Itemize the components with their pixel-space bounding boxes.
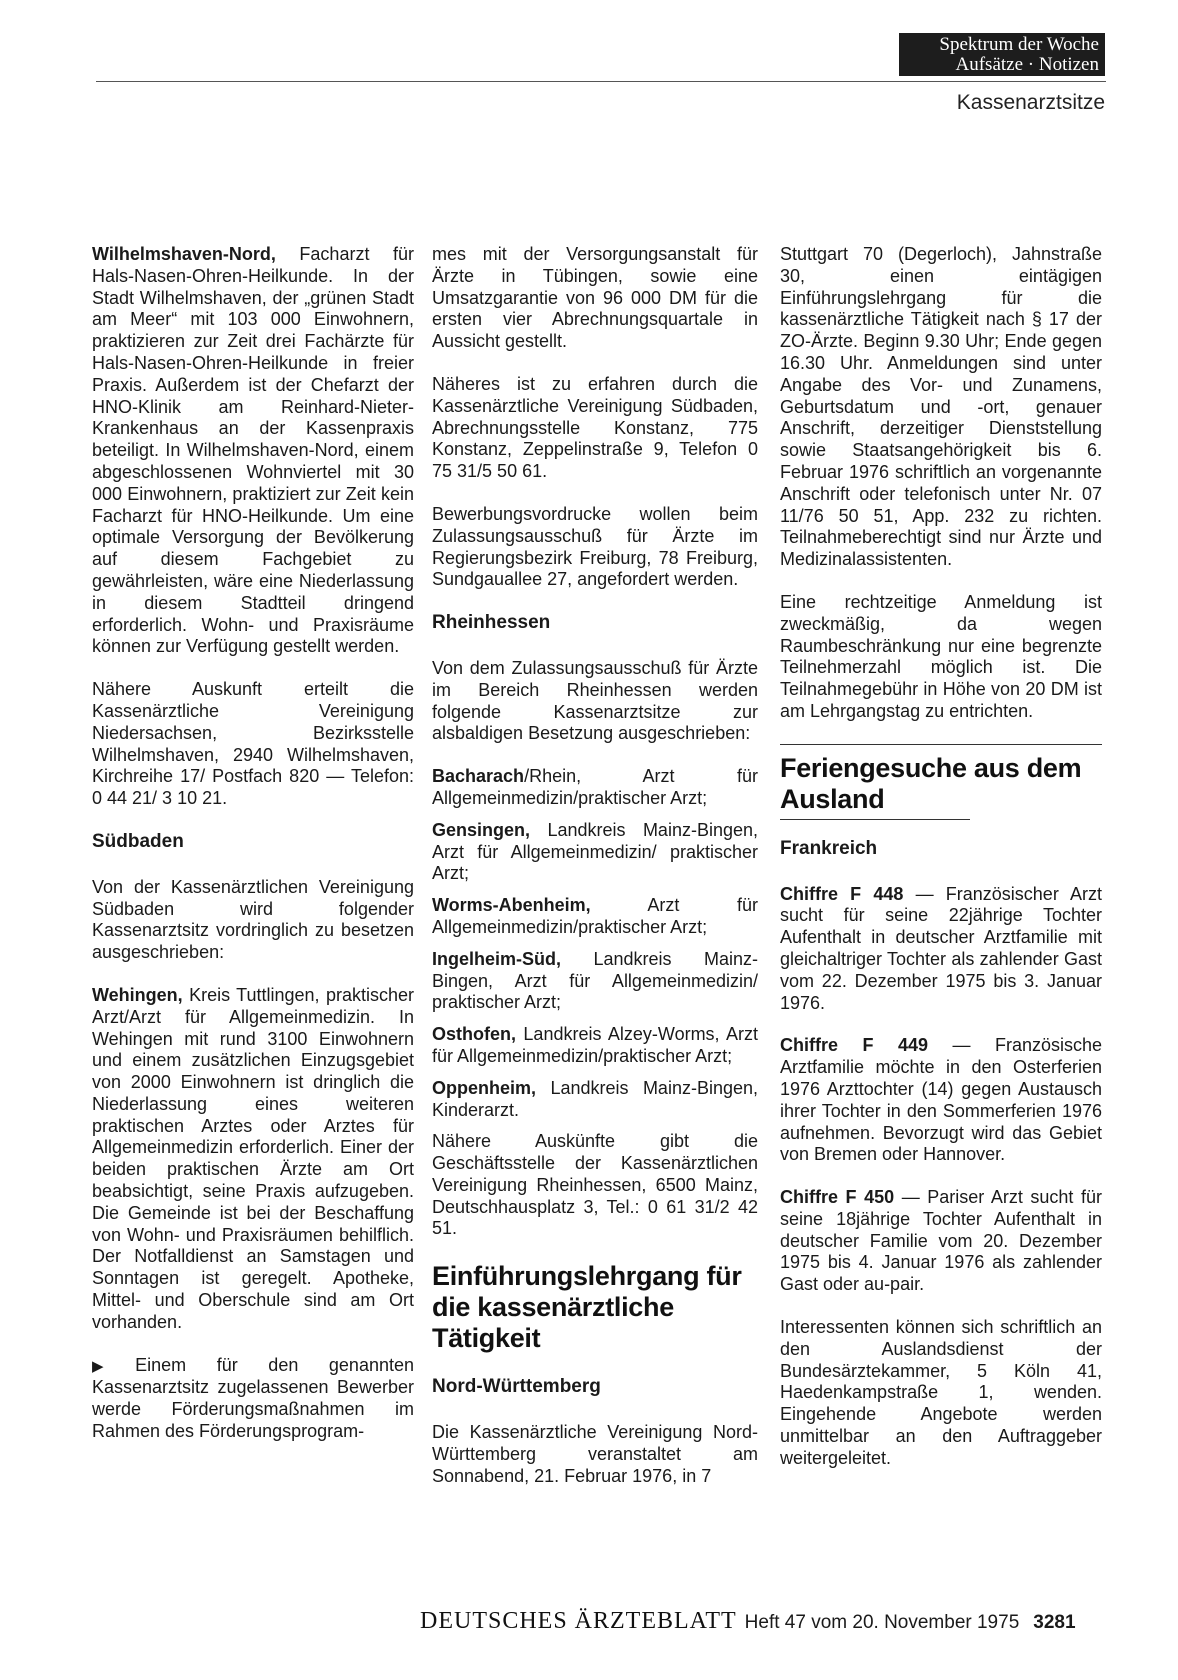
- paragraph: Stuttgart 70 (Degerloch), Jahnstraße 30, einen eintägigen Einführungslehrgang für die kassenärztliche Tätigkeit nach § 17 der ZO-Ärzte. Beginn 9.30 Uhr; Ende gegen 16.30 Uhr. Anmeldungen sind unter Angabe des Vor- und Zunamens, Geburtsdatum und -ort, genauer Anschrift, derzeitiger Dienststellung sowie Staatsangehörigkeit bis 6. Februar 1976 schriftlich an vorgenannte Anschrift oder telefonisch unter Nr. 07 11/76 50 51, App. 232 zu richten. Teilnahmeberechtigt sind nur Ärzte und Medizinalassistenten.: [780, 244, 1102, 570]
- paragraph: Die Kassenärztliche Vereinigung Nord-Württemberg veranstaltet am Sonnabend, 21. Februar 1976, in 7: [432, 1422, 758, 1486]
- list-item: [432, 1078, 758, 1122]
- paragraph: [780, 884, 1102, 1015]
- article-heading: Einführungslehrgang für die kassenärztliche Tätigkeit: [432, 1261, 742, 1354]
- paragraph: Von der Kassenärztlichen Vereinigung Südbaden wird folgender Kassenarztsitz vordringlich zu besetzen ausgeschrieben:: [92, 876, 414, 963]
- heading-rule-bottom: [780, 819, 970, 820]
- paragraph: mes mit der Versorgungsanstalt für Ärzte in Tübingen, sowie eine Umsatzgarantie von 96 000 DM für die ersten vier Abrechnungsquartale in Aussicht gestellt.: [432, 244, 758, 352]
- entry-text: Einem für den genannten Kassenarztsitz zugelassenen Bewerber werde Förderungsmaßnahmen im Rahmen des Förderungsprogram-: [92, 1354, 414, 1442]
- header-rule: [96, 81, 1106, 82]
- paragraph: [92, 985, 414, 1334]
- page-footer: [420, 1608, 1110, 1635]
- section-heading: Südbaden: [92, 830, 184, 852]
- entry-text: — Französische Arztfamilie möchte in den Osterferien 1976 Arzttochter (14) gegen Austausch ihrer Tochter in den Sommerferien 1976 aufnehmen. Bevorzugt wird das Gebiet von Bremen oder Hannover.: [780, 1035, 1103, 1165]
- entry-text: Facharzt für Hals-Nasen-Ohren-Heilkunde. In der Stadt Wilhelmshaven, der „grünen Stadt am Meer“ mit 103 000 Einwohnern, praktizieren zur Zeit drei Fachärzte für Hals-Nasen-Ohren-Heilkunde in freier Praxis. Außerdem ist der Chefarzt der HNO-Klinik am Reinhard-Nieter-Krankenhaus an der Kassenpraxis beteiligt. In Wilhelmshaven-Nord, einem abgeschlossenen Wohnviertel mit 30 000 Einwohnern, praktiziert zur Zeit kein Facharzt für HNO-Heilkunde. Um eine optimale Versorgung der Bevölkerung auf diesem Fachgebiet zu gewährleisten, wäre eine Niederlassung in diesem Stadtteil dringend erforderlich. Wohn- und Praxisräume können zur Verfügung gestellt werden.: [92, 244, 414, 657]
- article-heading: Feriengesuche aus dem Ausland: [780, 752, 1082, 814]
- issue-info: Heft 47 vom 20. November 1975: [744, 1612, 1020, 1633]
- triangle-marker-icon: ▶: [92, 1357, 130, 1375]
- column-1: [92, 244, 414, 1464]
- entry-lead: Bacharach: [432, 766, 525, 787]
- masthead: DEUTSCHES ÄRZTEBLATT: [420, 1608, 737, 1634]
- paragraph: Interessenten können sich schriftlich an den Auslandsdienst der Bundesärztekammer, 5 Köln 41, Haedenkampstraße 1, wenden. Eingehende Angebote werden unmittelbar an den Auftraggeber weitergeleitet.: [780, 1317, 1102, 1468]
- list-item: [432, 895, 758, 939]
- entry-lead: Chiffre F 449: [780, 1035, 928, 1056]
- section-heading: Frankreich: [780, 837, 878, 859]
- paragraph: Bewerbungsvordrucke wollen beim Zulassungsausschuß für Ärzte im Regierungsbezirk Freiburg, 78 Freiburg, Sundgauallee 27, angefordert werden.: [432, 503, 758, 590]
- list-item: [432, 1024, 758, 1068]
- paragraph: [92, 244, 414, 658]
- entry-text: Landkreis Mainz-Bingen, Arzt für Allgemeinmedizin/ praktischer Arzt;: [432, 948, 758, 1013]
- badge-line-1: Spektrum der Woche: [939, 34, 1099, 55]
- paragraph: Näheres ist zu erfahren durch die Kassenärztliche Vereinigung Südbaden, Abrechnungsstelle Konstanz, 775 Konstanz, Zeppelinstraße 9, Telefon 0 75 31/5 50 61.: [432, 373, 758, 482]
- paragraph: Nähere Auskünfte gibt die Geschäftsstelle der Kassenärztlichen Vereinigung Rheinhessen, 6500 Mainz, Deutschhausplatz 3, Tel.: 0 61 31/2 42 51.: [432, 1131, 758, 1239]
- entry-lead: Chiffre F 448: [780, 883, 904, 904]
- entry-text: Landkreis Mainz-Bingen, Kinderarzt.: [432, 1077, 758, 1120]
- entry-text: /Rhein, Arzt für Allgemeinmedizin/praktischer Arzt;: [432, 766, 758, 808]
- section-heading: Nord-Württemberg: [432, 1376, 601, 1398]
- section-title: Kassenarztsitze: [956, 91, 1105, 114]
- paragraph: [780, 1035, 1102, 1166]
- entry-lead: Gensingen,: [432, 819, 531, 840]
- entry-text: Landkreis Mainz-Bingen, Arzt für Allgemeinmedizin/ praktischer Arzt;: [432, 819, 758, 884]
- entry-text: — Französischer Arzt sucht für seine 22jährige Tochter Aufenthalt in deutscher Arztfamilie mit gleichaltriger Tochter als zahlender Gast vom 22. Dezember 1975 bis 3. Januar 1976.: [780, 883, 1103, 1013]
- paragraph: [92, 1355, 414, 1443]
- entry-text: Arzt für Allgemeinmedizin/praktischer Arzt;: [432, 895, 758, 937]
- paragraph: Von dem Zulassungsausschuß für Ärzte im Bereich Rheinhessen werden folgende Kassenarztsitze zur alsbaldigen Besetzung ausgeschrieben:: [432, 657, 758, 744]
- paragraph: Eine rechtzeitige Anmeldung ist zweckmäßig, da wegen Raumbeschränkung nur eine begrenzte Teilnehmerzahl möglich ist. Die Teilnahmegebühr in Höhe von 20 DM ist am Lehrgangstag zu entrichten.: [780, 591, 1102, 721]
- entry-lead: Worms-Abenheim,: [432, 895, 591, 916]
- list-item: [432, 820, 758, 885]
- section-badge: [899, 33, 1105, 76]
- entry-lead: Ingelheim-Süd,: [432, 948, 562, 969]
- entry-lead: Oppenheim,: [432, 1077, 537, 1098]
- entry-lead: Wilhelmshaven-Nord,: [92, 244, 276, 264]
- page-number: 3281: [1033, 1612, 1076, 1633]
- badge-line-2: Aufsätze · Notizen: [955, 54, 1099, 75]
- paragraph: Nähere Auskunft erteilt die Kassenärztliche Vereinigung Niedersachsen, Bezirksstelle Wilhelmshaven, 2940 Wilhelmshaven, Kirchreihe 17/ Postfach 820 — Telefon: 0 44 21/ 3 10 21.: [92, 679, 414, 809]
- list-item: [432, 766, 758, 810]
- paragraph: [780, 1187, 1102, 1296]
- entry-lead: Wehingen,: [92, 984, 183, 1005]
- entry-text: Kreis Tuttlingen, praktischer Arzt/Arzt für Allgemeinmedizin. In Wehingen mit rund 3100 Einwohnern und einem zusätzlichen Einzugsgebiet von 2000 Einwohnern ist dringlich die Niederlassung eines weiteren praktischen Arztes oder Arztes für Allgemeinmedizin erforderlich. Einer der beiden praktischen Ärzte am Ort beabsichtigt, seine Praxis aufzugeben. Die Gemeinde ist bei der Beschaffung von Wohn- und Praxisräumen behilflich. Der Notfalldienst an Samstagen und Sonntagen ist geregelt. Apotheke, Mittel- und Oberschule sind am Ort vorhanden.: [92, 984, 414, 1332]
- section-heading: Rheinhessen: [432, 612, 551, 634]
- entry-text: — Pariser Arzt sucht für seine 18jährige Tochter Aufenthalt in deutscher Familie vom 20. Dezember 1975 bis 4. Januar 1976 als zahlender Gast oder au-pair.: [780, 1187, 1103, 1295]
- column-3: [780, 244, 1102, 1491]
- entry-lead: Osthofen,: [432, 1024, 516, 1045]
- entry-lead: Chiffre F 450: [780, 1187, 895, 1208]
- list-item: [432, 949, 758, 1014]
- heading-rule-top: [780, 744, 1102, 745]
- column-2: [432, 244, 758, 1508]
- entry-text: Landkreis Alzey-Worms, Arzt für Allgemeinmedizin/praktischer Arzt;: [432, 1024, 758, 1066]
